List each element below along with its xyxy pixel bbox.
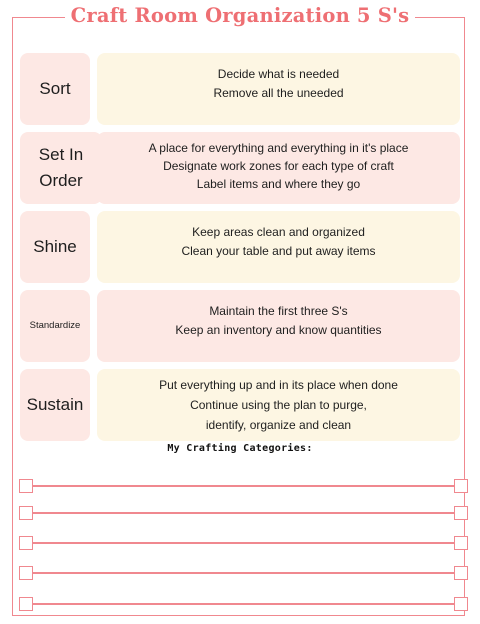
description-line: Designate work zones for each type of craft <box>163 159 394 173</box>
row-description-sustain <box>97 369 460 441</box>
writing-line <box>33 572 454 574</box>
description-line: identify, organize and clean <box>205 418 352 432</box>
description-line: Put everything up and in its place when done <box>159 378 398 392</box>
description-line: Keep areas clean and organized <box>192 225 365 239</box>
category-line[interactable] <box>19 536 468 552</box>
writing-line <box>33 512 454 514</box>
checkbox-right[interactable] <box>454 597 468 611</box>
row-standardize <box>20 290 460 362</box>
description-line: Continue using the plan to purge, <box>190 398 367 412</box>
row-label-shine: Shine <box>20 211 90 283</box>
row-description-sort <box>97 53 460 125</box>
writing-line <box>33 603 454 605</box>
description-line: Remove all the uneeded <box>213 86 344 100</box>
category-line[interactable] <box>19 566 468 582</box>
row-set-in-order <box>20 132 460 204</box>
row-shine <box>20 211 460 283</box>
checkbox-left[interactable] <box>19 566 33 580</box>
row-description-standardize <box>97 290 460 362</box>
category-line[interactable] <box>19 506 468 522</box>
row-sort <box>20 53 460 125</box>
writing-line <box>33 542 454 544</box>
checkbox-left[interactable] <box>19 597 33 611</box>
writing-line <box>33 485 454 487</box>
description-line: A place for everything and everything in it's place <box>148 141 409 155</box>
checkbox-right[interactable] <box>454 566 468 580</box>
row-label-sort: Sort <box>20 53 90 125</box>
checkbox-left[interactable] <box>19 536 33 550</box>
page-title: Craft Room Organization 5 S's <box>65 4 416 27</box>
row-description-shine <box>97 211 460 283</box>
row-label-set-in-order: Set In Order <box>20 132 102 204</box>
description-line: Decide what is needed <box>217 67 340 81</box>
checkbox-right[interactable] <box>454 479 468 493</box>
description-line: Maintain the first three S's <box>209 304 348 318</box>
description-line: Label items and where they go <box>196 177 361 191</box>
categories-heading: My Crafting Categories: <box>167 443 313 454</box>
description-line: Keep an inventory and know quantities <box>175 323 382 337</box>
description-line: Clean your table and put away items <box>181 244 376 258</box>
checkbox-right[interactable] <box>454 506 468 520</box>
row-label-sustain: Sustain <box>20 369 90 441</box>
row-label-standardize: Standardize <box>20 290 90 362</box>
checkbox-right[interactable] <box>454 536 468 550</box>
category-line[interactable] <box>19 479 468 495</box>
row-description-set-in-order <box>97 132 460 204</box>
checkbox-left[interactable] <box>19 479 33 493</box>
row-sustain <box>20 369 460 441</box>
category-line[interactable] <box>19 597 468 613</box>
checkbox-left[interactable] <box>19 506 33 520</box>
